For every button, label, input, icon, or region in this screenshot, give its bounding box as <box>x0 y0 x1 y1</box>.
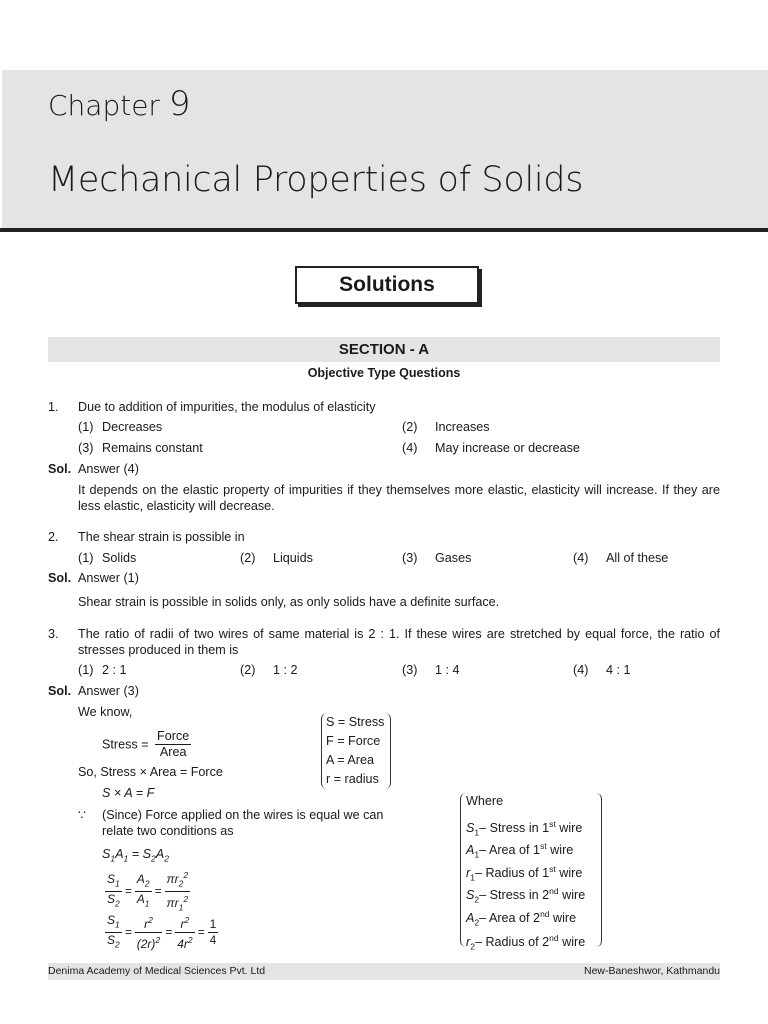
stress-formula: Stress = $\frac{\text{Force}}{\text{Area}}$ <box>102 729 190 759</box>
q1-opt3: Remains constant <box>102 441 203 455</box>
q1-sol-label: Sol. <box>48 462 72 476</box>
q2-opt4: All of these <box>606 551 669 565</box>
equation-s1a1-s2a2: $S_1A_1 = S_2A_2$ <box>102 847 169 864</box>
q1-opt1-num: (1) <box>78 420 94 434</box>
since-line-2: relate two conditions as <box>102 824 234 838</box>
q3-opt4-num: (4) <box>573 663 589 677</box>
q1-text: Due to addition of impurities, the modulus of elasticity <box>78 400 376 414</box>
q2-answer: Answer (1) <box>78 571 139 585</box>
q2-opt1: Solids <box>102 551 137 565</box>
legend-area: A = Area <box>326 753 374 767</box>
q3-number: 3. <box>48 627 59 641</box>
q1-opt4-num: (4) <box>402 441 418 455</box>
q3-opt2-num: (2) <box>240 663 256 677</box>
q1-number: 1. <box>48 400 59 414</box>
q1-opt2-num: (2) <box>402 420 418 434</box>
we-know: We know, <box>78 705 133 719</box>
q3-opt1-num: (1) <box>78 663 94 677</box>
q2-opt2-num: (2) <box>240 551 256 565</box>
q2-opt4-num: (4) <box>573 551 589 565</box>
where-item: $r_2-$ Radius of 2nd wire <box>466 933 586 952</box>
q1-answer: Answer (4) <box>78 462 139 476</box>
chapter-number: 9 <box>168 84 191 124</box>
legend-force: F = Force <box>326 734 381 748</box>
q3-answer: Answer (3) <box>78 684 139 698</box>
q1-explanation: It depends on the elastic property of impurities if they themselves more elastic, elasticity will increase. If they are less elastic, elasticity will decrease. <box>78 483 720 513</box>
q2-opt3-num: (3) <box>402 551 418 565</box>
footer <box>48 963 720 980</box>
where-title: Where <box>466 794 504 808</box>
q3-opt3: 1 : 4 <box>435 663 460 677</box>
chapter-label: Chapter 9 <box>48 84 191 124</box>
where-item: $A_1-$ Area of 1st wire <box>466 841 574 860</box>
q1-opt4: May increase or decrease <box>435 441 580 455</box>
so-line: So, Stress × Area = Force <box>78 765 223 779</box>
q3-sol-label: Sol. <box>48 684 72 698</box>
where-item: $S_1-$ Stress in 1st wire <box>466 819 583 838</box>
q2-opt2: Liquids <box>273 551 313 565</box>
equation-ratio-1: $\frac{S_1}{S_2}$ = $\frac{A_2}{A_1}$ = $\frac{\pi r_2^2}{\pi r_1^2}$ <box>107 870 189 913</box>
q2-sol-label: Sol. <box>48 571 72 585</box>
q1-opt2: Increases <box>435 420 490 434</box>
legend-stress: S = Stress <box>326 715 385 729</box>
q2-text: The shear strain is possible in <box>78 530 245 544</box>
footer-left: Denima Academy of Medical Sciences Pvt. Ltd <box>48 965 266 977</box>
since-symbol: ∵ <box>78 808 87 822</box>
q3-text: The ratio of radii of two wires of same material is 2 : 1. If these wires are stretched by equal force, the ratio of stresses produced in them is <box>78 627 720 657</box>
q3-opt3-num: (3) <box>402 663 418 677</box>
where-item: $r_1-$ Radius of 1st wire <box>466 864 583 883</box>
since-line-1: (Since) Force applied on the wires is equal we can <box>102 808 384 822</box>
q2-number: 2. <box>48 530 59 544</box>
q3-opt4: 4 : 1 <box>606 663 631 677</box>
q3-opt1: 2 : 1 <box>102 663 127 677</box>
q2-opt1-num: (1) <box>78 551 94 565</box>
equation-ratio-2: $\frac{S_1}{S_2}$ = $\frac{r^2}{(2r)^2}$ = $\frac{r^2}{4r^2}$ = $\frac{1}{4}$ <box>107 913 217 952</box>
where-item: $S_2-$ Stress in 2nd wire <box>466 886 586 905</box>
force-over-area: $\frac{\text{Force}}{\text{Area}}$ <box>157 729 190 759</box>
q2-opt3: Gases <box>435 551 472 565</box>
footer-right: New-Baneshwor, Kathmandu <box>584 965 720 977</box>
q1-opt3-num: (3) <box>78 441 94 455</box>
q2-explanation: Shear strain is possible in solids only, as only solids have a definite surface. <box>78 595 500 609</box>
section-title: SECTION - A <box>48 337 720 362</box>
saf-equation: S × A = F <box>102 786 155 800</box>
section-subtitle: Objective Type Questions <box>307 366 461 380</box>
legend-radius: r = radius <box>326 772 379 786</box>
header-rule <box>0 228 768 232</box>
q1-opt1: Decreases <box>102 420 163 434</box>
q3-opt2: 1 : 2 <box>273 663 298 677</box>
chapter-title: Mechanical Properties of Solids <box>48 160 584 200</box>
solutions-box: Solutions <box>295 266 479 304</box>
where-item: $A_2-$ Area of 2nd wire <box>466 909 577 928</box>
